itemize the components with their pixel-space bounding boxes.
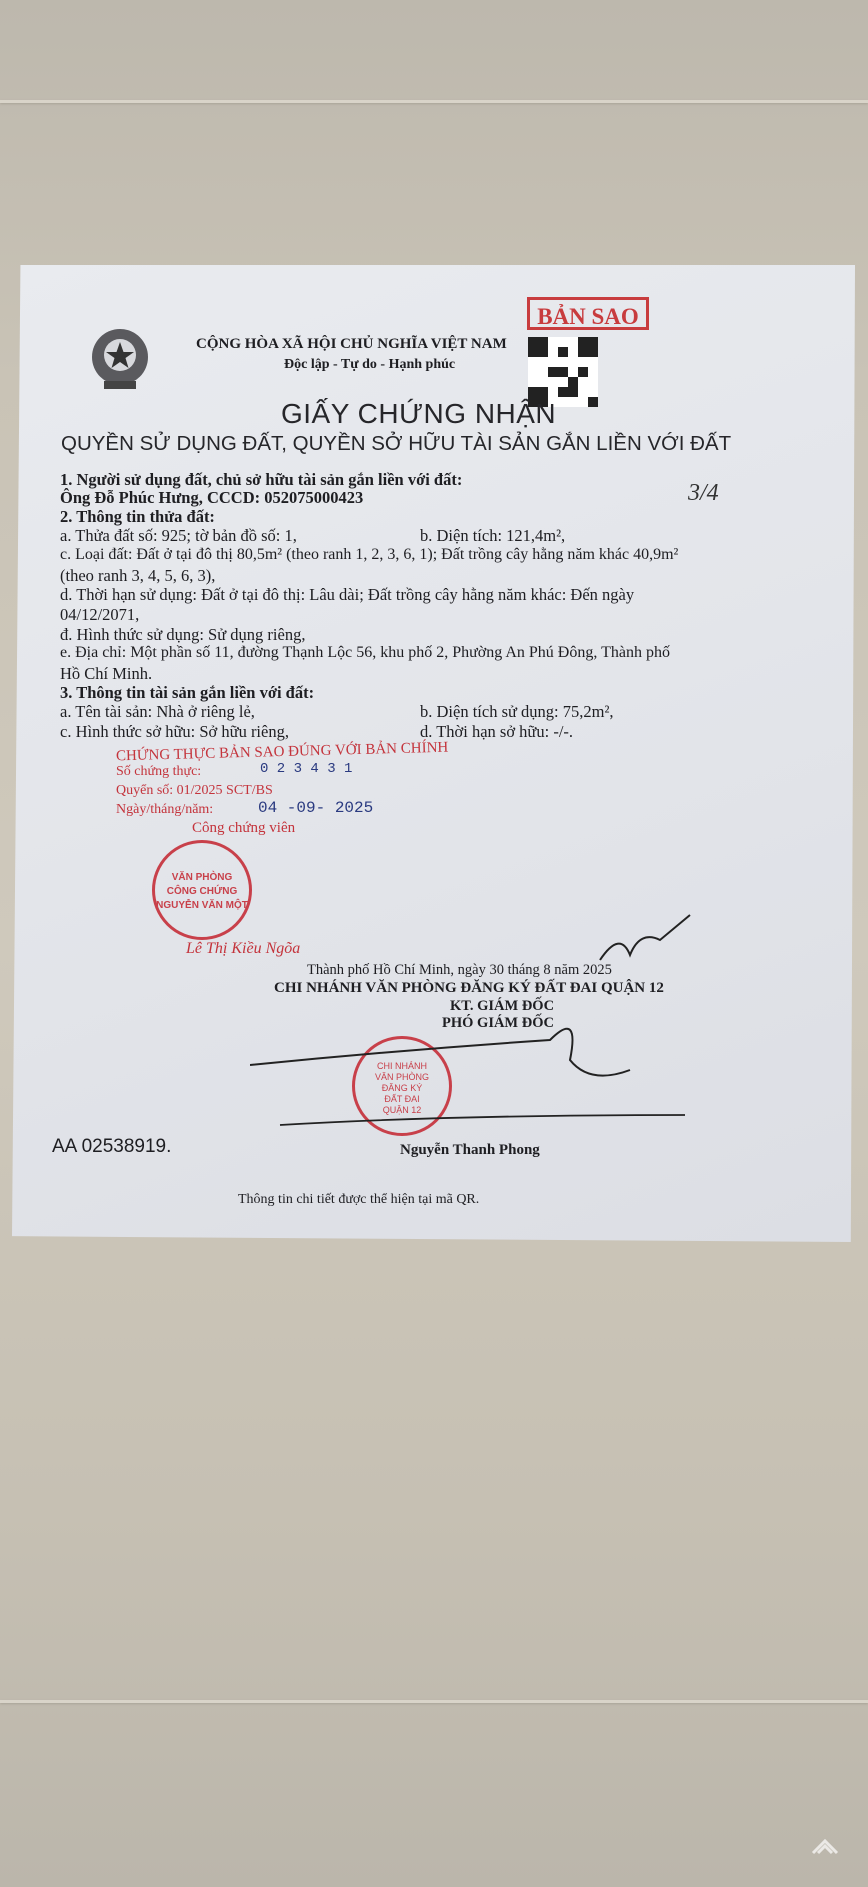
certification-date: 04 -09- 2025 [258,799,374,817]
address-2: Hồ Chí Minh. [60,664,153,683]
handwritten-page-number: 3/4 [688,480,719,506]
office-seal-line: CHI NHÁNH [376,1061,427,1071]
certification-number-label: Số chứng thực: [116,764,202,779]
certificate-title: GIẤY CHỨNG NHẬN [281,398,557,429]
land-type-2: (theo ranh 3, 4, 5, 6, 3), [60,566,216,585]
place-date: Thành phố Hồ Chí Minh, ngày 30 tháng 8 năm 2025 [307,962,612,978]
land-term-2: 04/12/2071, [60,605,140,624]
national-emblem-icon [88,325,152,395]
office-seal-line: ĐĂNG KÝ [381,1083,423,1093]
office-seal-line: VĂN PHÒNG [374,1072,429,1082]
notary-seal-line: NGUYỄN VĂN MỘT [156,900,248,911]
asset-name: a. Tên tài sản: Nhà ở riêng lẻ, [60,702,255,721]
parcel-area: b. Diện tích: 121,4m², [420,526,566,545]
notary-name: Lê Thị Kiều Ngõa [186,940,301,957]
notary-seal-line: CÔNG CHỨNG [166,886,238,897]
signature-icon [250,910,710,1140]
section2-heading: 2. Thông tin thửa đất: [60,507,215,526]
section3-heading: 3. Thông tin tài sản gắn liền với đất: [60,683,315,702]
issuing-office: CHI NHÁNH VĂN PHÒNG ĐĂNG KÝ ĐẤT ĐAI QUẬN 12 [274,980,664,996]
floor-line-bottom [0,1700,868,1703]
notary-seal [152,840,252,940]
land-term-1: d. Thời hạn sử dụng: Đất ở tại đô thị: Lâu dài; Đất trồng cây hằng năm khác: Đến ngày [60,585,635,604]
motto: Độc lập - Tự do - Hạnh phúc [284,357,456,372]
watermark-logo-icon [810,1835,840,1865]
section1-heading: 1. Người sử dụng đất, chủ sở hữu tài sản gắn liền với đất: [60,470,463,489]
owner-line: Ông Đỗ Phúc Hưng, CCCD: 052075000423 [60,488,364,507]
office-seal-line: QUẬN 12 [382,1105,422,1115]
certification-date-label: Ngày/tháng/năm: [116,802,214,817]
nation-heading: CỘNG HÒA XÃ HỘI CHỦ NGHĨA VIỆT NAM [196,336,507,352]
kt-director: KT. GIÁM ĐỐC [450,998,555,1014]
land-type-1: c. Loại đất: Đất ở tại đô thị 80,5m² (theo ranh 1, 2, 3, 6, 1); Đất trồng cây hằng năm khác 40,9m² [60,546,679,563]
office-seal-line: ĐẤT ĐAI [384,1094,420,1104]
certification-number: 0 2 3 4 3 1 [260,761,353,777]
ownership-form: c. Hình thức sở hữu: Sở hữu riêng, [60,722,289,741]
qr-code-icon [528,337,598,407]
copy-stamp: BẢN SAO [527,297,649,330]
floor-line-top [0,100,868,103]
ownership-term: d. Thời hạn sở hữu: -/-. [420,722,574,741]
address-1: e. Địa chỉ: Một phần số 11, đường Thạnh Lộc 56, khu phố 2, Phường An Phú Đông, Thành phố [60,644,670,661]
notary-seal-line: VĂN PHÒNG [171,872,233,883]
parcel-number: a. Thửa đất số: 925; tờ bản đồ số: 1, [60,526,297,545]
certification-book: Quyển số: 01/2025 SCT/BS [116,783,273,798]
notary-role: Công chứng viên [192,820,296,836]
certificate-subtitle: QUYỀN SỬ DỤNG ĐẤT, QUYỀN SỞ HỮU TÀI SẢN GẮN LIỀN VỚI ĐẤT [61,432,732,455]
qr-footer-note: Thông tin chi tiết được thể hiện tại mã QR. [238,1192,480,1207]
usage-form: đ. Hình thức sử dụng: Sử dụng riêng, [60,625,306,644]
certification-heading: CHỨNG THỰC BẢN SAO ĐÚNG VỚI BẢN CHÍNH [115,739,449,765]
serial-number: AA 02538919. [52,1136,172,1157]
signer-name: Nguyễn Thanh Phong [400,1142,540,1158]
asset-area: b. Diện tích sử dụng: 75,2m², [420,702,614,721]
deputy-director: PHÓ GIÁM ĐỐC [442,1015,554,1031]
